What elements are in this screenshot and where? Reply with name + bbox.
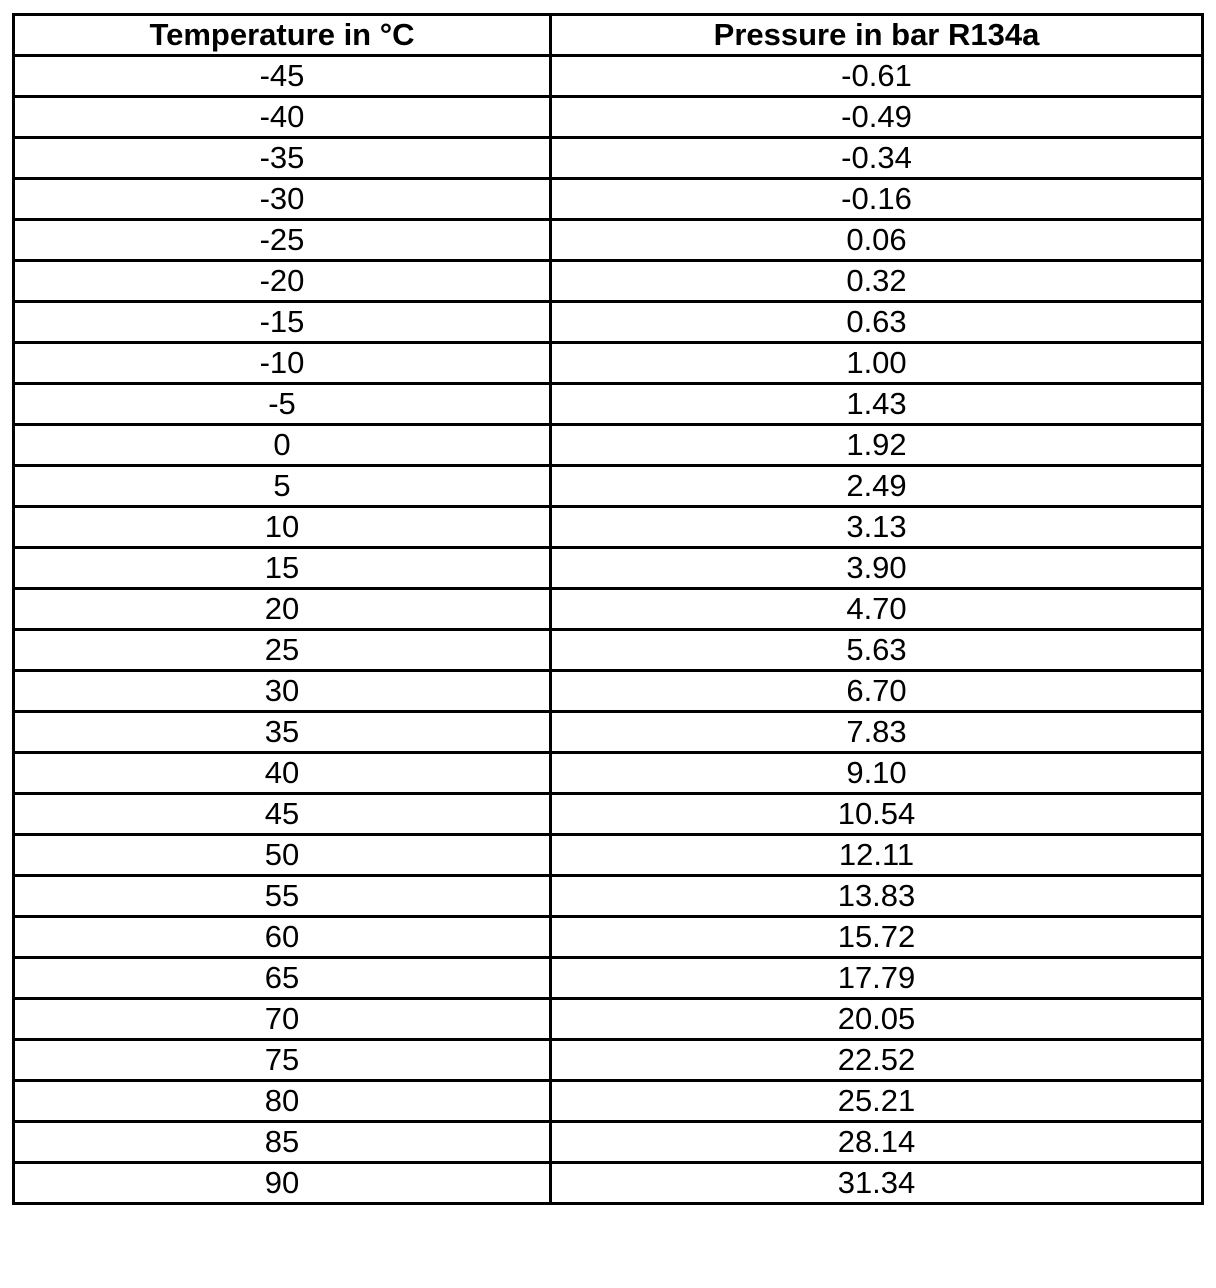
pressure-temperature-table: [12, 13, 1204, 1205]
pressure-cell: 13.83: [551, 876, 1203, 917]
table-row: [14, 56, 1203, 97]
temperature-cell: 80: [14, 1081, 551, 1122]
pressure-cell: 4.70: [551, 589, 1203, 630]
temperature-cell: 70: [14, 999, 551, 1040]
temperature-cell: 75: [14, 1040, 551, 1081]
temperature-cell: 15: [14, 548, 551, 589]
table-row: [14, 302, 1203, 343]
temperature-cell: -20: [14, 261, 551, 302]
temperature-cell: 90: [14, 1163, 551, 1204]
temperature-cell: 20: [14, 589, 551, 630]
table-row: [14, 384, 1203, 425]
temperature-cell: 50: [14, 835, 551, 876]
pressure-cell: -0.49: [551, 97, 1203, 138]
temperature-cell: -5: [14, 384, 551, 425]
temperature-cell: -10: [14, 343, 551, 384]
pressure-cell: 1.00: [551, 343, 1203, 384]
temperature-cell: -25: [14, 220, 551, 261]
table-header-row: [14, 15, 1203, 56]
pressure-cell: -0.16: [551, 179, 1203, 220]
pressure-cell: 10.54: [551, 794, 1203, 835]
table-row: [14, 1122, 1203, 1163]
temperature-cell: -30: [14, 179, 551, 220]
table-row: [14, 548, 1203, 589]
table-row: [14, 1163, 1203, 1204]
pressure-cell: 15.72: [551, 917, 1203, 958]
pressure-cell: 25.21: [551, 1081, 1203, 1122]
pressure-cell: 1.43: [551, 384, 1203, 425]
temperature-cell: 10: [14, 507, 551, 548]
table-row: [14, 425, 1203, 466]
table-row: [14, 671, 1203, 712]
table-row: [14, 712, 1203, 753]
temperature-cell: 60: [14, 917, 551, 958]
table-row: [14, 589, 1203, 630]
table-row: [14, 466, 1203, 507]
temperature-cell: 55: [14, 876, 551, 917]
table-row: [14, 220, 1203, 261]
temperature-cell: 85: [14, 1122, 551, 1163]
table-row: [14, 876, 1203, 917]
pressure-cell: 0.63: [551, 302, 1203, 343]
table-row: [14, 1040, 1203, 1081]
temperature-cell: 25: [14, 630, 551, 671]
pressure-cell: 17.79: [551, 958, 1203, 999]
pressure-cell: 7.83: [551, 712, 1203, 753]
pressure-cell: 5.63: [551, 630, 1203, 671]
pressure-cell: 3.13: [551, 507, 1203, 548]
pressure-cell: 22.52: [551, 1040, 1203, 1081]
table-row: [14, 753, 1203, 794]
table-row: [14, 835, 1203, 876]
pressure-temperature-table-container: [12, 13, 1201, 1205]
temperature-cell: -35: [14, 138, 551, 179]
pressure-cell: -0.34: [551, 138, 1203, 179]
table-row: [14, 343, 1203, 384]
temperature-cell: 5: [14, 466, 551, 507]
pressure-cell: 12.11: [551, 835, 1203, 876]
pressure-cell: 28.14: [551, 1122, 1203, 1163]
temperature-column-header: Temperature in °C: [14, 15, 551, 56]
table-row: [14, 1081, 1203, 1122]
pressure-cell: 6.70: [551, 671, 1203, 712]
table-row: [14, 958, 1203, 999]
table-row: [14, 917, 1203, 958]
temperature-cell: 65: [14, 958, 551, 999]
pressure-cell: 0.32: [551, 261, 1203, 302]
temperature-cell: -45: [14, 56, 551, 97]
table-body: [14, 56, 1203, 1204]
temperature-cell: 45: [14, 794, 551, 835]
table-row: [14, 507, 1203, 548]
pressure-cell: 31.34: [551, 1163, 1203, 1204]
temperature-cell: 35: [14, 712, 551, 753]
table-row: [14, 97, 1203, 138]
pressure-column-header: Pressure in bar R134a: [551, 15, 1203, 56]
pressure-cell: 20.05: [551, 999, 1203, 1040]
temperature-cell: 40: [14, 753, 551, 794]
pressure-cell: 3.90: [551, 548, 1203, 589]
temperature-cell: -40: [14, 97, 551, 138]
table-row: [14, 794, 1203, 835]
pressure-cell: 9.10: [551, 753, 1203, 794]
pressure-cell: 0.06: [551, 220, 1203, 261]
table-row: [14, 261, 1203, 302]
pressure-cell: 2.49: [551, 466, 1203, 507]
table-row: [14, 630, 1203, 671]
temperature-cell: -15: [14, 302, 551, 343]
pressure-cell: -0.61: [551, 56, 1203, 97]
pressure-cell: 1.92: [551, 425, 1203, 466]
temperature-cell: 0: [14, 425, 551, 466]
table-row: [14, 999, 1203, 1040]
table-row: [14, 138, 1203, 179]
table-row: [14, 179, 1203, 220]
temperature-cell: 30: [14, 671, 551, 712]
